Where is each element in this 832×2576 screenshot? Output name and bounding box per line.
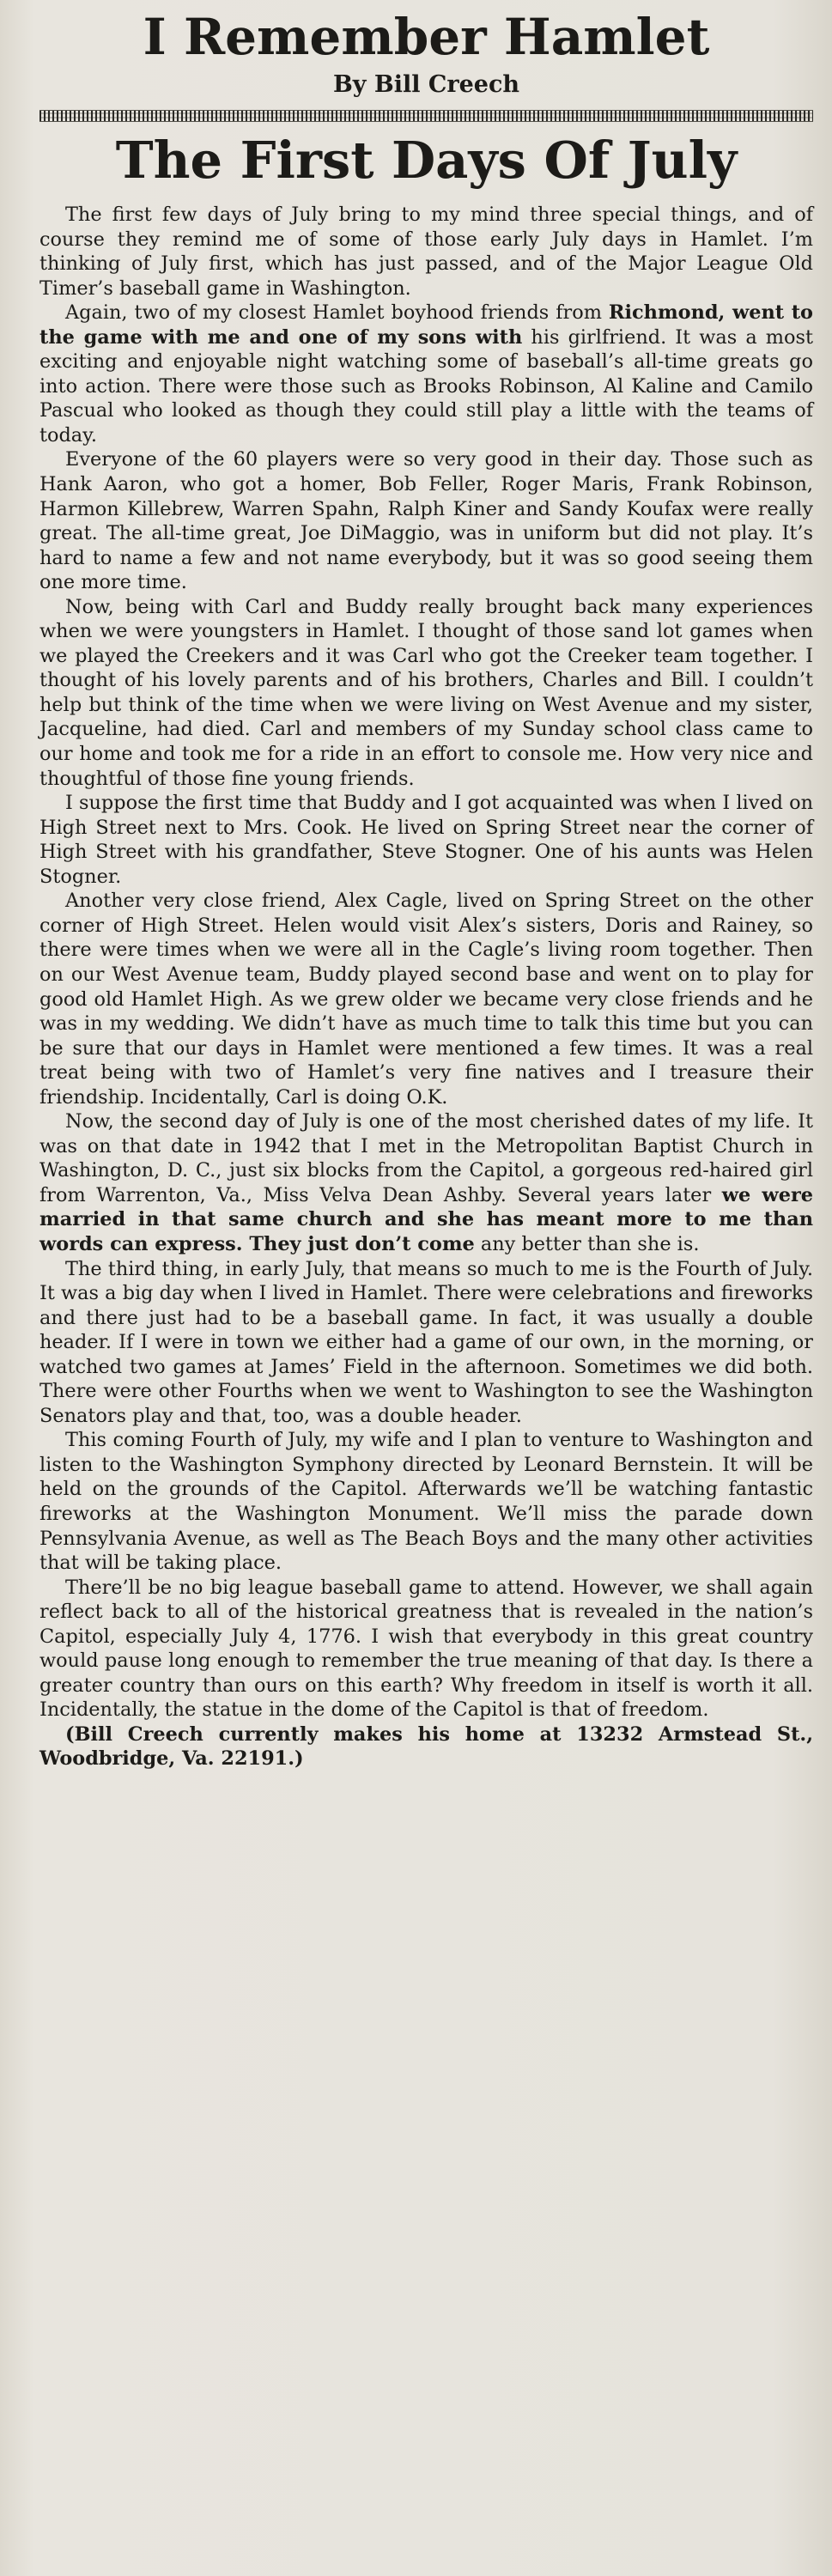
text-segment: Now, the second day of July is one of the most cherished dates of my life. It was on that date in 1942 that I met in the Metropolitan Baptist Church in Washington, D. C., just six blocks from the Capitol, a gorgeous red-haired girl from Warrenton, Va., Miss Velva Dean Ashby. Several years later [39, 1110, 813, 1206]
bold-text-segment: we were married in that same church and she has meant more to me than words can express. They just don’t come [39, 1183, 813, 1255]
byline: By Bill Creech [332, 71, 520, 98]
text-segment: any better than she is. [474, 1232, 700, 1255]
article-paragraph [39, 1576, 813, 1722]
article-paragraph [39, 595, 813, 791]
author-note: (Bill Creech currently makes his home at 13232 Armstead St., Woodbridge, Va. 22191.) [39, 1722, 813, 1771]
column-title: I Remember Hamlet [143, 8, 710, 66]
text-segment: I suppose the first time that Buddy and I got acquainted was when I lived on High Street next to Mrs. Cook. He lived on Spring Street near the corner of High Street with his grandfather, Steve Stogner. One of his aunts was Helen Stogner. [39, 792, 813, 888]
text-segment: his girlfriend. It was a most exciting and enjoyable night watching some of baseball’s all-time greats go into action. There were those such as Brooks Robinson, Al Kaline and Camilo Pascual who looked as though they could still play a little with the teams of today. [39, 325, 813, 447]
article-paragraph [39, 1257, 813, 1429]
article-paragraph [39, 203, 813, 301]
article-body [39, 203, 813, 1771]
article-paragraph [39, 301, 813, 447]
text-segment: Again, two of my closest Hamlet boyhood friends from [65, 301, 609, 325]
text-segment: The third thing, in early July, that means so much to me is the Fourth of July. It was a big day when I lived in Hamlet. There were celebrations and fireworks and there just had to be a baseball game. In fact, it was usually a double header. If I were in town we either had a game of our own, in the morning, or watched two games at James’ Field in the afternoon. Sometimes we did both. There were other Fourths when we went to Washington to see the Washington Senators play and that, too, was a double header. [39, 1257, 813, 1427]
article-paragraph [39, 447, 813, 594]
article-paragraph [39, 1109, 813, 1256]
text-segment: The first few days of July bring to my mind three special things, and of course they remind me of some of those early July days in Hamlet. I’m thinking of July first, which has just passed, and of the Major League Old Timer’s baseball game in Washington. [39, 204, 813, 300]
article-paragraph [39, 889, 813, 1109]
text-segment: Now, being with Carl and Buddy really brought back many experiences when we were youngsters in Hamlet. I thought of those sand lot games when we played the Creekers and it was Carl who got the Creeker team together. I thought of his lovely parents and of his brothers, Charles and Bill. I couldn’t help but think of the time when we were living on West Avenue and my sister, Jacqueline, had died. Carl and members of my Sunday school class came to our home and took me for a ride in an effort to console me. How very nice and thoughtful of those fine young friends. [39, 595, 813, 790]
bold-text-segment: Richmond, went to the game with me and one of my sons with [39, 301, 813, 349]
headline: The First Days Of July [115, 131, 738, 190]
article-paragraph [39, 791, 813, 889]
text-segment: Another very close friend, Alex Cagle, lived on Spring Street on the other corner of High Street. Helen would visit Alex’s sisters, Doris and Rainey, so there were times when we were all in the Cagle’s living room together. Then on our West Avenue team, Buddy played second base and went on to play for good old Hamlet High. As we grew older we became very close friends and he was in my wedding. We didn’t have as much time to talk this time but you can be sure that our days in Hamlet were mentioned a few times. It was a real treat being with two of Hamlet’s very fine natives and I treasure their friendship. Incidentally, Carl is doing O.K. [39, 890, 813, 1109]
article-paragraph [39, 1428, 813, 1575]
text-segment: Everyone of the 60 players were so very good in their day. Those such as Hank Aaron, who got a homer, Bob Feller, Roger Maris, Frank Robinson, Harmon Killebrew, Warren Spahn, Ralph Kiner and Sandy Koufax were really great. The all-time great, Joe DiMaggio, was in uniform but did not play. It’s hard to name a few and not name everybody, but it was so good seeing them one more time. [39, 448, 813, 594]
decorative-rule [39, 110, 813, 122]
text-segment: There’ll be no big league baseball game to attend. However, we shall again reflect back to all of the historical greatness that is revealed in the nation’s Capitol, especially July 4, 1776. I wish that everybody in this great country would pause long enough to remember the true meaning of that day. Is there a greater country than ours on this earth? Why freedom in itself is worth it all. Incidentally, the statue in the dome of the Capitol is that of freedom. [39, 1576, 813, 1722]
text-segment: This coming Fourth of July, my wife and I plan to venture to Washington and listen to the Washington Symphony directed by Leonard Bernstein. It will be held on the grounds of the Capitol. Afterwards we’ll be watching fantastic fireworks at the Washington Monument. We’ll miss the parade down Pennsylvania Avenue, as well as The Beach Boys and the many other activities that will be taking place. [39, 1429, 813, 1575]
